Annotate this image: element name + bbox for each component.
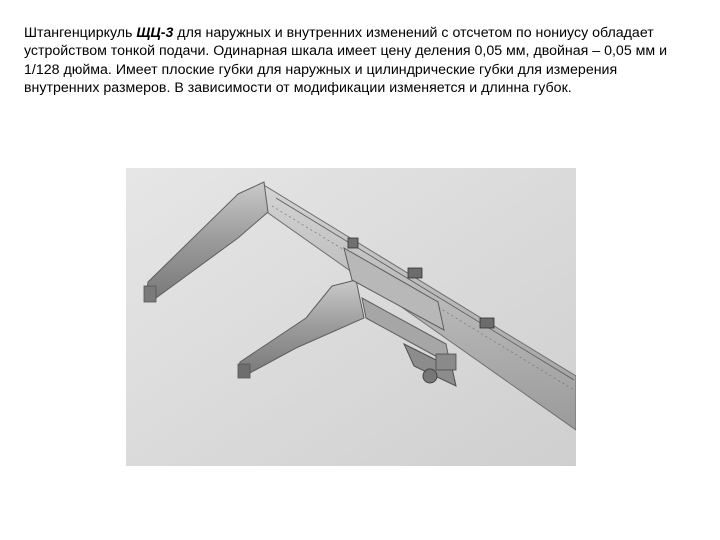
description-body: для наружных и внутренних изменений с отсчетом по нониусу обладает устройством тонкой подачи. Одинарная шкала имеет цену деления 0,05 мм, двойная – 0,05 мм и 1/128 дюйма. Имеет плоские губки для наружных и цилиндрические губки для измерения внутренних размеров. В зависимости от модификации изменяется и длинна губок. xyxy=(24,25,668,97)
sliding-jaw-tip xyxy=(238,364,250,378)
lock-screw xyxy=(480,318,494,328)
caliper-photo xyxy=(126,168,576,466)
description-prefix: Штангенциркуль xyxy=(24,25,137,41)
lock-screw xyxy=(408,268,422,278)
outer-jaw-tip xyxy=(144,286,156,302)
caliper-model: ЩЦ-3 xyxy=(136,25,174,41)
description-text xyxy=(24,24,696,98)
fine-adjustment-screw xyxy=(423,369,437,383)
